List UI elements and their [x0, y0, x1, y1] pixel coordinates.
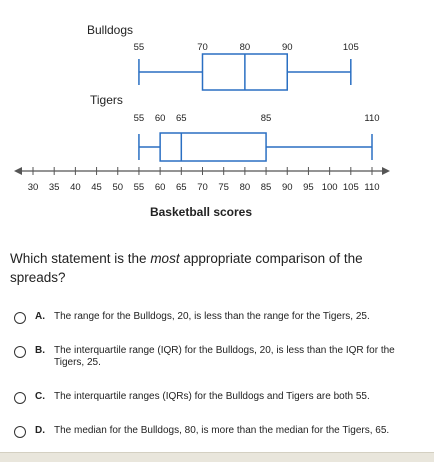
x-axis-tick-label: 35 — [48, 182, 60, 193]
x-axis-tick-label: 65 — [176, 182, 187, 193]
x-axis-tick-label: 95 — [303, 182, 314, 193]
x-axis-tick-label: 60 — [154, 182, 166, 193]
x-axis-tick-label: 70 — [197, 182, 208, 193]
choice-d[interactable] — [14, 424, 424, 438]
radio-a[interactable] — [14, 312, 26, 324]
x-axis-tick-label: 100 — [321, 182, 338, 193]
bulldogs-value-label: 70 — [197, 42, 208, 53]
choice-a[interactable] — [14, 310, 424, 324]
question-text — [10, 249, 420, 287]
x-axis-tick-label: 45 — [91, 182, 102, 193]
bulldogs-value-label: 105 — [342, 42, 359, 53]
choice-c[interactable] — [14, 390, 424, 404]
x-axis-right-arrow — [382, 167, 390, 175]
x-axis-tick-label: 75 — [218, 182, 229, 193]
x-axis-left-arrow — [14, 167, 22, 175]
tigers-value-label: 60 — [154, 113, 166, 124]
question-suffix: appropriate comparison of the spreads? — [10, 251, 363, 285]
tigers-value-label: 110 — [364, 113, 380, 124]
x-axis-title: Basketball scores — [149, 205, 253, 219]
series-label-bulldogs: Bulldogs — [87, 23, 134, 37]
choice-a-letter: A. — [35, 311, 45, 322]
question-prefix: Which statement is the — [10, 251, 151, 266]
x-axis-tick-label: 105 — [342, 182, 359, 193]
tigers-value-label: 65 — [176, 113, 187, 124]
x-axis-tick-label: 80 — [239, 182, 251, 193]
tigers-value-label: 85 — [260, 113, 272, 124]
x-axis-tick-label: 30 — [27, 182, 39, 193]
choice-a-text: The range for the Bulldogs, 20, is less than the range for the Tigers, 25. — [54, 311, 370, 322]
bulldogs-value-label: 55 — [133, 42, 145, 53]
choice-c-text: The interquartile ranges (IQRs) for the Bulldogs and Tigers are both 55. — [54, 391, 370, 402]
box-plot-chart — [0, 0, 434, 230]
radio-c[interactable] — [14, 392, 26, 404]
choice-c-letter: C. — [35, 391, 45, 402]
radio-d[interactable] — [14, 426, 26, 438]
x-axis-tick-label: 55 — [133, 182, 145, 193]
series-label-tigers: Tigers — [90, 93, 123, 107]
choice-d-letter: D. — [35, 425, 45, 436]
x-axis-tick-label: 90 — [281, 182, 293, 193]
tigers-box — [160, 133, 266, 161]
bulldogs-value-label: 80 — [239, 42, 251, 53]
choice-b-letter: B. — [35, 345, 45, 356]
x-axis-tick-label: 85 — [260, 182, 272, 193]
question-emphasis: most — [150, 251, 180, 266]
x-axis-tick-label: 110 — [364, 182, 380, 193]
radio-b[interactable] — [14, 346, 26, 358]
tigers-value-label: 55 — [133, 113, 145, 124]
choice-d-text: The median for the Bulldogs, 80, is more than the median for the Tigers, 65. — [54, 425, 390, 436]
x-axis-tick-label: 40 — [70, 182, 81, 193]
bulldogs-value-label: 90 — [281, 42, 293, 53]
choice-b-text: The interquartile range (IQR) for the Bulldogs, 20, is less than the IQR for the Tigers, 25. — [54, 345, 395, 368]
x-axis-tick-label: 50 — [112, 182, 124, 193]
choice-b[interactable] — [14, 344, 424, 369]
